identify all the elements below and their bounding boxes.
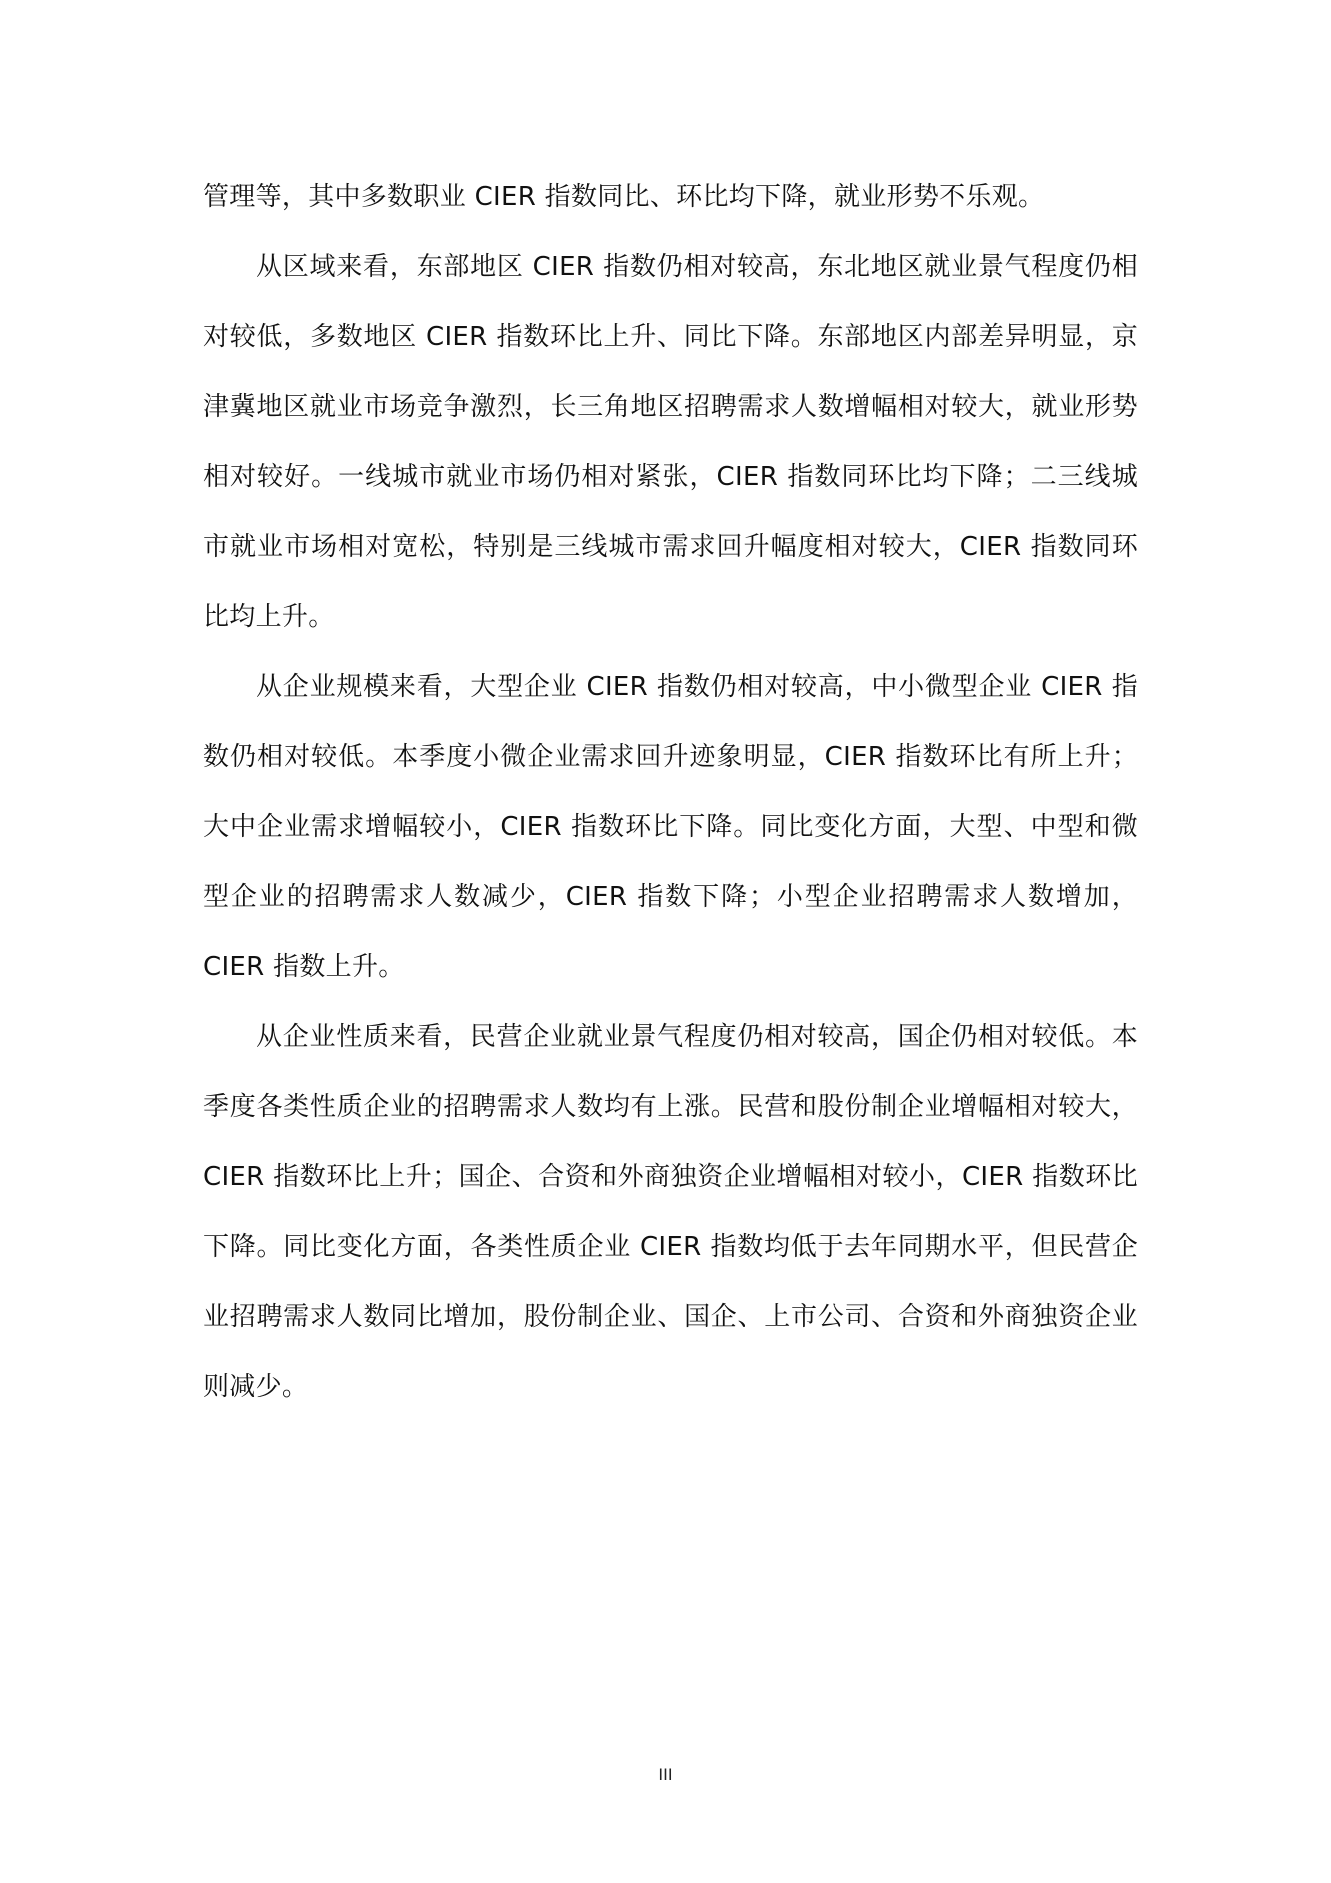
paragraph-continuation: 管理等，其中多数职业 CIER 指数同比、环比均下降，就业形势不乐观。	[203, 182, 1045, 212]
paragraph-enterprise-nature: 从企业性质来看，民营企业就业景气程度仍相对较高，国企仍相对较低。本季度各类性质企业的招聘需求人数均有上涨。民营和股份制企业增幅相对较大，CIER 指数环比上升；国企、合资和外商独资企业增幅相对较小，CIER 指数环比下降。同比变化方面，各类性质企业 CIER 指数均低于去年同期水平，但民营企业招聘需求人数同比增加，股份制企业、国企、上市公司、合资和外商独资企业则减少。	[203, 1022, 1138, 1402]
page-number: III	[658, 1765, 673, 1784]
paragraph-regional: 从区域来看，东部地区 CIER 指数仍相对较高，东北地区就业景气程度仍相对较低，多数地区 CIER 指数环比上升、同比下降。东部地区内部差异明显，京津冀地区就业市场竞争激烈，长三角地区招聘需求人数增幅相对较大，就业形势相对较好。一线城市就业市场仍相对紧张，CIER 指数同环比均下降；二三线城市就业市场相对宽松，特别是三线城市需求回升幅度相对较大，CIER 指数同环比均上升。	[203, 252, 1138, 632]
paragraph-enterprise-size: 从企业规模来看，大型企业 CIER 指数仍相对较高，中小微型企业 CIER 指数仍相对较低。本季度小微企业需求回升迹象明显，CIER 指数环比有所上升；大中企业需求增幅较小，CIER 指数环比下降。同比变化方面，大型、中型和微型企业的招聘需求人数减少，CIER 指数下降；小型企业招聘需求人数增加，CIER 指数上升。	[203, 672, 1138, 982]
document-page	[203, 0, 1138, 1883]
